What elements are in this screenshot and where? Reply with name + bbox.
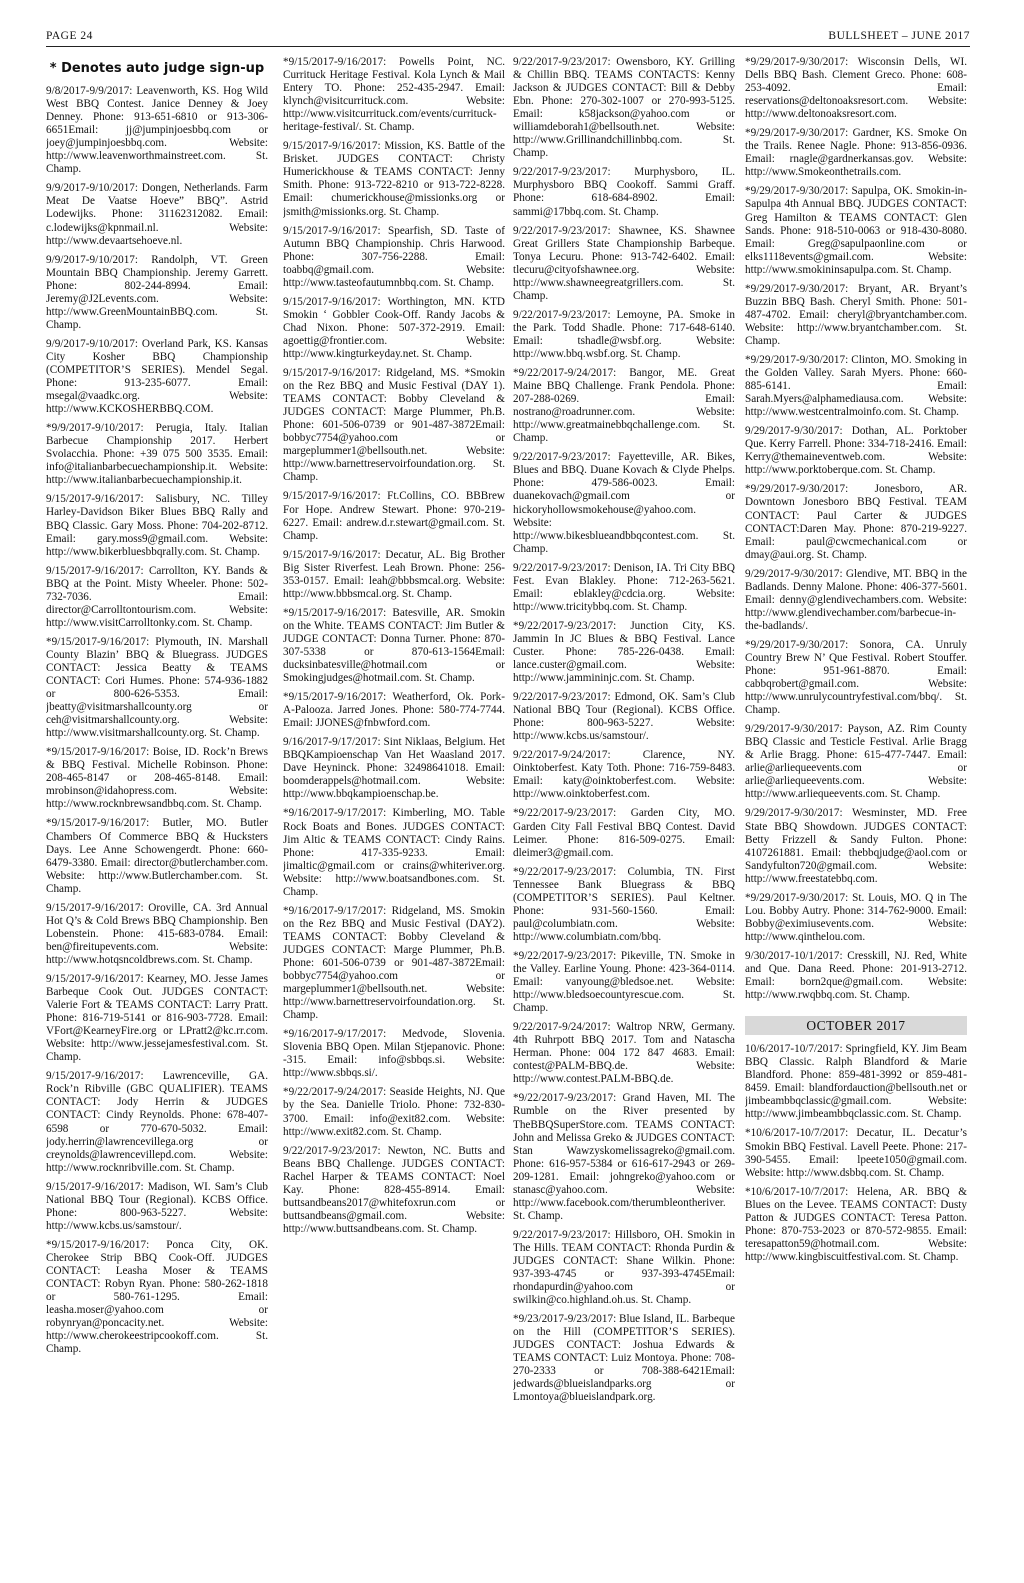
event-listing: *9/29/2017-9/30/2017: Wisconsin Dells, WI. Dells BBQ Bash. Clement Greco. Phone: 608-253-4092. Email: reservations@deltonoaksresort.com. Website: http://www.deltonoaksresort.com. [745, 56, 967, 121]
event-listing: 9/22/2017-9/23/2017: Newton, NC. Butts and Beans BBQ Challenge. JUDGES CONTACT: Rachel Harper & TEAMS CONTACT: Noel Kay. Phone: 828-455-8914. Email: buttsandbeans2017@whitefoxrun.com or buttsandbeans@gmail.com. Website: http://www.buttsandbeans.com. St. Champ. [283, 1144, 505, 1235]
event-listing: 9/22/2017-9/23/2017: Lemoyne, PA. Smoke in the Park. Todd Shadle. Phone: 717-648-6140. Email: tshadle@wsbf.org. Website: http://www.bbq.wsbf.org. St. Champ. [513, 308, 735, 360]
column-4 [745, 56, 967, 1571]
column-3 [513, 56, 735, 1571]
event-listing: 9/15/2017-9/16/2017: Ft.Collins, CO. BBBrew For Hope. Andrew Stewart. Phone: 970-219-6227. Email: andrew.d.r.stewart@gmail.com. St. Champ. [283, 490, 505, 542]
event-listing: 9/29/2017-9/30/2017: Dothan, AL. Porktober Que. Kerry Farrell. Phone: 334-718-2416. Email: Kerry@themaineventweb.com. Website: http://www.porktoberque.com. St. Champ. [745, 425, 967, 477]
event-listing: *9/15/2017-9/16/2017: Ponca City, OK. Cherokee Strip BBQ Cook-Off. JUDGES CONTACT: Leasha Moser & TEAMS CONTACT: Robyn Ryan. Phone: 580-262-1818 or 580-761-1295. Email: leasha.moser@yahoo.com or robynryan@poncacity.net. Website: http://www.cherokeestripcookoff.com. St. Champ. [46, 1238, 268, 1356]
event-listing: 9/15/2017-9/16/2017: Kearney, MO. Jesse James Barbeque Cook Out. JUDGES CONTACT: Valerie Fort & TEAMS CONTACT: Larry Pratt. Phone: 816-719-5141 or 816-903-7728. Email: VFort@KearneyFire.org or LPratt2@kc.rr.com. Website: http://www.jessejamesfestival.com. St. Champ. [46, 973, 268, 1064]
event-listing: *9/15/2017-9/16/2017: Batesville, AR. Smokin on the White. TEAMS CONTACT: Jim Butler & JUDGE CONTACT: Donna Turner. Phone: 870-307-5338 or 870-613-1564Email: ducksinbatesville@hotmail.com or Smokingjudges@hotmail.com. St. Champ. [283, 606, 505, 685]
event-listing: *9/22/2017-9/24/2017: Bangor, ME. Great Maine BBQ Challenge. Frank Pendola. Phone: 207-288-0269. Email: nostrano@roadrunner.com. Website: http://www.greatmainebbqchallenge.com. St. Champ. [513, 367, 735, 445]
event-listing: 9/29/2017-9/30/2017: Payson, AZ. Rim County BBQ Classic and Testicle Festival. Arlie Bragg & Arlie Bragg. Phone: 615-477-7447. Email: arlie@arliequeevents.com or arlie@arliequeevents.com. Website: http://www.arliequeevents.com. St. Champ. [745, 723, 967, 801]
auto-judge-notice: * Denotes auto judge sign-up [49, 61, 265, 76]
publication-title: BULLSHEET – JUNE 2017 [828, 30, 970, 42]
event-listing: 9/22/2017-9/24/2017: Clarence, NY. Oinktoberfest. Katy Toth. Phone: 716-759-8483. Email: katy@oinktoberfest.com. Website: http://www.oinktoberfest.com. [513, 749, 735, 801]
event-listing: 9/15/2017-9/16/2017: Decatur, AL. Big Brother Big Sister Riverfest. Leah Brown. Phone: 256-353-0157. Email: leah@bbbsmcal.org. Website: http://www.bbbsmcal.org. St. Champ. [283, 548, 505, 600]
event-listing: 9/22/2017-9/23/2017: Shawnee, KS. Shawnee Great Grillers State Championship Barbeque. Tonya Lecuru. Phone: 913-742-6402. Email: tlecuru@cityofshawnee.org. Website: http://www.shawneegreatgrillers.com. St. Champ. [513, 224, 735, 302]
event-listing: *9/15/2017-9/16/2017: Butler, MO. Butler Chambers Of Commerce BBQ & Hucksters Days. Lee Anne Schowengerdt. Phone: 660-6479-3380. Email: director@butlerchamber.com. Website: http://www.Butlerchamber.com. St. Champ. [46, 817, 268, 895]
event-listing: *9/16/2017-9/17/2017: Medvode, Slovenia. Slovenia BBQ Open. Milan Stjepanovic. Phone: -315. Email: info@sbbqs.si. Website: http://www.sbbqs.si/. [283, 1028, 505, 1080]
event-listing: *9/15/2017-9/16/2017: Powells Point, NC. Currituck Heritage Festival. Kola Lynch & Mail Entery TO. Phone: 252-435-2947. Email: klynch@visitcurrituck.com. Website: http://www.visitcurrituck.com/events/currituck-heritage-festival/. St. Champ. [283, 56, 505, 134]
event-listing: *9/22/2017-9/23/2017: Junction City, KS. Jammin In JC Blues & BBQ Festival. Lance Custer. Phone: 785-226-0438. Email: lance.custer@gmail.com. Website: http://www.jammininjc.com. St. Champ. [513, 619, 735, 685]
event-listing: 9/30/2017-10/1/2017: Cresskill, NJ. Red, White and Que. Dana Reed. Phone: 201-913-2712. Email: born2que@gmail.com. Website: http://www.rwqbbq.com. St. Champ. [745, 949, 967, 1002]
month-heading: OCTOBER 2017 [745, 1016, 967, 1035]
event-listing: *9/22/2017-9/24/2017: Seaside Heights, NJ. Que by the Sea. Danielle Triolo. Phone: 732-830-3700. Email: info@exit82.com. Website: http://www.exit82.com. St. Champ. [283, 1086, 505, 1138]
event-listing: 9/22/2017-9/23/2017: Owensboro, KY. Grilling & Chillin BBQ. TEAMS CONTACTS: Kenny Jackson & JUDGES CONTACT: Bill & Debby Ebn. Phone: 270-302-1007 or 270-993-5125. Email: k58jackson@yahoo.com or williamdeborah1@bellsouth.net. Website: http://www.Grillinandchillinbbq.com. St. Champ. [513, 56, 735, 160]
event-listing: *9/29/2017-9/30/2017: Bryant, AR. Bryant’s Buzzin BBQ Bash. Cheryl Smith. Phone: 501-487-4702. Email: cheryl@bryantchamber.com. Website: http://www.bryantchamber.com. St. Champ. [745, 282, 967, 347]
event-listing: 9/15/2017-9/16/2017: Worthington, MN. KTD Smokin ‘ Gobbler Cook-Off. Randy Jacobs & Chad Nixon. Phone: 507-372-2919. Email: agoettig@frontier.com. Website: http://www.kingturkeyday.net. St. Champ. [283, 295, 505, 360]
event-listing: 9/15/2017-9/16/2017: Madison, WI. Sam’s Club National BBQ Tour (Regional). KCBS Office. Phone: 800-963-5227. Website: http://www.kcbs.us/samstour/. [46, 1180, 268, 1232]
event-listing: 9/9/2017-9/10/2017: Randolph, VT. Green Mountain BBQ Championship. Jeremy Garrett. Phone: 802-244-8994. Email: Jeremy@J2Levents.com. Website: http://www.GreenMountainBBQ.com. St. Champ. [46, 253, 268, 331]
event-listing: *9/15/2017-9/16/2017: Boise, ID. Rock’n Brews & BBQ Festival. Michelle Robinson. Phone: 208-465-8147 or 208-465-8148. Email: mrobinson@idahopress.com. Website: http://www.rocknbrewsandbbq.com. St. Champ. [46, 746, 268, 811]
event-listing: *9/22/2017-9/23/2017: Columbia, TN. First Tennessee Bank Bluegrass & BBQ (COMPETITOR’S SERIES). Paul Keltner. Phone: 931-560-1560. Email: paul@columbiatn.com. Website: http://www.columbiatn.com/bbq. [513, 865, 735, 943]
event-listing: 9/22/2017-9/23/2017: Fayetteville, AR. Bikes, Blues and BBQ. Duane Kovach & Clyde Phelps. Phone: 479-586-0023. Email: duanekovach@gmail.com or hickoryhollowsmokehouse@yahoo.com. Website: http://www.bikesblueandbbqcontest.com. St. Champ. [513, 451, 735, 555]
event-listing: *9/22/2017-9/23/2017: Grand Haven, MI. The Rumble on the River presented by TheBBQSuperStore.com. TEAMS CONTACT: John and Melissa Greko & JUDGES CONTACT: Stan Wawzyskomelissagreko@gmail.com. Phone: 616-957-5384 or 616-617-2943 or 269-209-1281. Email: johngreko@yahoo.com or stanasc@yahoo.com. Website: http://www.facebook.com/therumbleontheriver. St. Champ. [513, 1092, 735, 1222]
event-listing: 9/8/2017-9/9/2017: Leavenworth, KS. Hog Wild West BBQ Contest. Janice Denney & Joey Denney. Phone: 913-651-6810 or 913-306-6651Email: jj@jumpinjoesbbq.com or joey@jumpinjoesbbq.com. Website: http://www.leavenworthmainstreet.com. St. Champ. [46, 85, 268, 176]
column-1 [46, 56, 268, 1571]
event-listing: *9/9/2017-9/10/2017: Perugia, Italy. Italian Barbecue Championship 2017. Herbert Svolacchia. Phone: +39 075 500 3535. Email: info@italianbarbecuechampionship.it. Website: http://www.italianbarbecuechampionship.it. [46, 422, 268, 487]
event-listing: *10/6/2017-10/7/2017: Helena, AR. BBQ & Blues on the Levee. TEAMS CONTACT: Dusty Patton & JUDGES CONTACT: Teresa Patton. Phone: 870-753-2023 or 870-572-9855. Email: teresapatton59@hotmail.com. Website: http://www.kingbiscuitfestival.com. St. Champ. [745, 1185, 967, 1263]
event-listing: *9/29/2017-9/30/2017: Clinton, MO. Smoking in the Golden Valley. Sarah Myers. Phone: 660-885-6141. Email: Sarah.Myers@alphamediausa.com. Website: http://www.westcentralmoinfo.com. St. Champ. [745, 353, 967, 419]
event-listing: 9/22/2017-9/23/2017: Hillsboro, OH. Smokin in The Hills. TEAM CONTACT: Rhonda Purdin & JUDGES CONTACT: Shane Wilkin. Phone: 937-393-4745 or 937-393-4745Email: rhondapurdin@yahoo.com or swilkin@co.highland.oh.us. St. Champ. [513, 1228, 735, 1307]
event-listing: 9/15/2017-9/16/2017: Mission, KS. Battle of the Brisket. JUDGES CONTACT: Christy Humerickhouse & TEAMS CONTACT: Jenny Smith. Phone: 913-722-8210 or 913-722-8228. Email: chumerickhouse@missionks.org or jsmith@missionks.org. St. Champ. [283, 140, 505, 218]
event-listing: 10/6/2017-10/7/2017: Springfield, KY. Jim Beam BBQ Classic. Ralph Blandford & Marie Blandford. Phone: 859-481-3992 or 859-481-8459. Email: blandfordauction@bellsouth.net or jimbeambbqclassic@gmail.com. Website: http://www.jimbeambbqclassic.com. St. Champ. [745, 1043, 967, 1121]
event-listing: 9/22/2017-9/24/2017: Waltrop NRW, Germany. 4th Ruhrpott BBQ 2017. Tom and Natascha Herman. Phone: 004 172 847 4683. Email: contest@PALM-BBQ.de. Website: http://www.contest.PALM-BBQ.de. [513, 1021, 735, 1086]
event-listing: 9/22/2017-9/23/2017: Denison, IA. Tri City BBQ Fest. Evan Blakley. Phone: 712-263-5621. Email: eblakley@cdcia.org. Website: http://www.tricitybbq.com. St. Champ. [513, 561, 735, 613]
event-listing: *9/29/2017-9/30/2017: St. Louis, MO. Q in The Lou. Bobby Autry. Phone: 314-762-9000. Email: Bobby@eximiusevents.com. Website: http://www.qinthelou.com. [745, 891, 967, 943]
event-listing: 9/29/2017-9/30/2017: Wesminster, MD. Free State BBQ Showdown. JUDGES CONTACT: Betty Frizzell & Sandy Fulton. Phone: 4107261881. Email: thebbqjudge@aol.com or Sandyfulton720@gmail.com. Website: http://www.freestatebbq.com. [745, 807, 967, 885]
event-listing: *9/23/2017-9/23/2017: Blue Island, IL. Barbeque on the Hill (COMPETITOR’S SERIES). JUDGES CONTACT: Joshua Edwards & TEAMS CONTACT: Luiz Montoya. Phone: 708-270-2333 or 708-388-6421Email: jedwards@blueislandparks.org or Lmontoya@blueislandpark.org. [513, 1313, 735, 1404]
event-listing: 9/9/2017-9/10/2017: Dongen, Netherlands. Farm Meat De Vaatse Hoeve” BBQ”. Astrid Lodewijks. Phone: 31162312082. Email: c.lodewijks@kpnmail.nl. Website: http://www.devaartsehoeve.nl. [46, 182, 268, 247]
event-listing: *9/22/2017-9/23/2017: Garden City, MO. Garden City Fall Festival BBQ Contest. David Leimer. Phone: 816-509-0275. Email: dleimer3@gmail.com. [513, 807, 735, 859]
event-listing: *10/6/2017-10/7/2017: Decatur, IL. Decatur’s Smokin BBQ Festival. Lavell Peete. Phone: 217-390-5455. Email: lpeete1050@gmail.com. Website: http://www.dsbbq.com. St. Champ. [745, 1127, 967, 1179]
event-listing: 9/9/2017-9/10/2017: Overland Park, KS. Kansas City Kosher BBQ Championship (COMPETITOR’S SERIES). Mendel Segal. Phone: 913-235-6077. Email: msegal@vaadkc.org. Website: http://www.KCKOSHERBBQ.COM. [46, 337, 268, 416]
page-number: PAGE 24 [46, 30, 93, 42]
event-listing: 9/15/2017-9/16/2017: Oroville, CA. 3rd Annual Hot Q’s & Cold Brews BBQ Championship. Ben Lobenstein. Phone: 415-683-0784. Email: ben@fireitupevents.com. Website: http://www.hotqsncoldbrews.com. St. Champ. [46, 901, 268, 966]
event-listing: 9/15/2017-9/16/2017: Spearfish, SD. Taste of Autumn BBQ Championship. Chris Harwood. Phone: 307-756-2288. Email: toabbq@gmail.com. Website: http://www.tasteofautumnbbq.com. St. Champ. [283, 224, 505, 289]
event-listing: *9/22/2017-9/23/2017: Pikeville, TN. Smoke in the Valley. Earline Young. Phone: 423-364-0114. Email: vanyoung@bledsoe.net. Website: http://www.bledsoecountyrescue.com. St. Champ. [513, 949, 735, 1015]
event-listing: *9/29/2017-9/30/2017: Sonora, CA. Unruly Country Brew N’ Que Festival. Robert Stouffer. Phone: 951-961-8870. Email: cabbqrobert@gmail.com. Website: http://www.unrulycountryfestival.com/bbq/. St. Champ. [745, 638, 967, 717]
event-listing: 9/15/2017-9/16/2017: Lawrenceville, GA. Rock’n Ribville (GBC QUALIFIER). TEAMS CONTACT: Jody Herrin & JUDGES CONTACT: Cindy Reynolds. Phone: 678-407-6598 or 770-670-5032. Email: jody.herrin@lawrencevillega.org or creynolds@lawrencevillepd.com. Website: http://www.rocknribville.com. St. Champ. [46, 1070, 268, 1174]
event-listing: *9/29/2017-9/30/2017: Jonesboro, AR. Downtown Jonesboro BBQ Festival. TEAM CONTACT: Paul Carter & JUDGES CONTACT:Daren May. Phone: 870-219-9227. Email: paul@cwcmechanical.com or dmay@aui.org. St. Champ. [745, 483, 967, 561]
event-listing: 9/16/2017-9/17/2017: Sint Niklaas, Belgium. Het BBQKampioenschap Van Het Waasland 2017. Dave Heyninck. Phone: 32498641018. Email: boomderappels@hotmail.com. Website: http://www.bbqkampioenschap.be. [283, 736, 505, 801]
header-rule [46, 46, 970, 47]
event-listing: *9/16/2017-9/17/2017: Kimberling, MO. Table Rock Boats and Bones. JUDGES CONTACT: Jim Altic & TEAMS CONTACT: Cindy Rains. Phone: 417-335-9233. Email: jimaltic@gmail.com or crains@whiteriver.org. Website: http://www.boatsandbones.com. St. Champ. [283, 807, 505, 898]
event-listing: 9/15/2017-9/16/2017: Salisbury, NC. Tilley Harley-Davidson Biker Blues BBQ Rally and BBQ Classic. Gary Moss. Phone: 704-202-8712. Email: gary.moss9@gmail.com. Website: http://www.bikerbluesbbqrally.com. St. Champ. [46, 493, 268, 558]
event-listing: 9/29/2017-9/30/2017: Glendive, MT. BBQ in the Badlands. Denny Malone. Phone: 406-377-5601. Email: denny@glendivechambers.com. Website: http://www.glendivechamber.com/barbecue-in-the-badlands/. [745, 567, 967, 632]
event-listing: 9/22/2017-9/23/2017: Murphysboro, IL. Murphysboro BBQ Cookoff. Sammi Graff. Phone: 618-684-8902. Email: sammi@17bbq.com. St. Champ. [513, 166, 735, 218]
event-listing: *9/29/2017-9/30/2017: Sapulpa, OK. Smokin-in-Sapulpa 4th Annual BBQ. JUDGES CONTACT: Greg Hamilton & TEAMS CONTACT: Glen Sands. Phone: 918-510-0063 or 918-430-8080. Email: Greg@sapulpaonline.com or elks1118events@gmail.com. Website: http://www.smokininsapulpa.com. St. Champ. [745, 185, 967, 276]
event-listing: *9/29/2017-9/30/2017: Gardner, KS. Smoke On the Trails. Renee Nagle. Phone: 913-856-0936. Email: rnagle@gardnerkansas.gov. Website: http://www.Smokeonthetrails.com. [745, 127, 967, 179]
event-listing: *9/15/2017-9/16/2017: Weatherford, Ok. Pork-A-Palooza. Jarred Jones. Phone: 580-774-7744. Email: JJONES@fnbwford.com. [283, 691, 505, 730]
event-listing: 9/15/2017-9/16/2017: Ridgeland, MS. *Smokin on the Rez BBQ and Music Festival (DAY 1). TEAMS CONTACT: Bobby Cleveland & JUDGES CONTACT: Marge Plummer, Ph.B. Phone: 601-506-0739 or 901-487-3872Email: bobbyc7754@yahoo.com or margeplummer1@bellsouth.net. Website: http://www.barnettreservoirfoundation.org. St. Champ. [283, 367, 505, 484]
event-listing: 9/22/2017-9/23/2017: Edmond, OK. Sam’s Club National BBQ Tour (Regional). KCBS Office. Phone: 800-963-5227. Website: http://www.kcbs.us/samstour/. [513, 691, 735, 743]
event-listing: *9/15/2017-9/16/2017: Plymouth, IN. Marshall County Blazin’ BBQ & Bluegrass. JUDGES CONTACT: Jessica Beatty & TEAMS CONTACT: Cori Humes. Phone: 574-936-1882 or 800-626-5353. Email: jbeatty@visitmarshallcounty.org or ceh@visitmarshallcounty.org. Website: http://www.visitmarshallcounty.org. St. Champ. [46, 635, 268, 740]
page-header [46, 30, 970, 46]
event-listing: *9/16/2017-9/17/2017: Ridgeland, MS. Smokin on the Rez BBQ and Music Festival (DAY2). TEAMS CONTACT: Bobby Cleveland & JUDGES CONTACT: Marge Plummer, Ph.B. Phone: 601-506-0739 or 901-487-3872Email: bobbyc7754@yahoo.com or margeplummer1@bellsouth.net. Website: http://www.barnettreservoirfoundation.org. St. Champ. [283, 904, 505, 1022]
column-2 [283, 56, 505, 1571]
event-listing: 9/15/2017-9/16/2017: Carrollton, KY. Bands & BBQ at the Point. Misty Wheeler. Phone: 502-732-7036. Email: director@Carrolltontourism.com. Website: http://www.visitCarrolltonky.com. St. Champ. [46, 564, 268, 629]
